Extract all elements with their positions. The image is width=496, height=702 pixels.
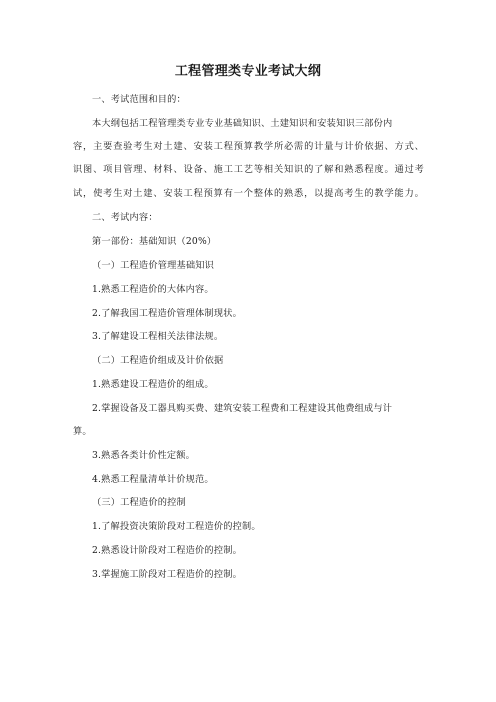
list-item: 1.熟悉工程造价的大体内容。 <box>92 284 214 295</box>
list-item: 2.掌握设备及工器具购买费、建筑安装工程费和工程建设其他费组成与计 <box>92 403 393 414</box>
list-item: 4.熟悉工程量清单计价规范。 <box>92 474 214 485</box>
paragraph-line: 容，主要查验考生对土建、安装工程预算教学所必需的计量与计价依据、方式、 <box>73 141 424 152</box>
part-heading: 第一部份：基础知识（20%） <box>92 236 217 247</box>
list-item: 2.熟悉设计阶段对工程造价的控制。 <box>92 545 242 556</box>
list-item: 2.了解我国工程造价管理体制现状。 <box>92 308 242 319</box>
list-item: 3.掌握施工阶段对工程造价的控制。 <box>92 569 242 580</box>
subsection-heading: （三）工程造价的控制 <box>92 497 186 508</box>
list-item: 3.了解建设工程相关法律法规。 <box>92 331 224 342</box>
list-item: 1.熟悉建设工程造价的组成。 <box>92 379 214 390</box>
subsection-heading: （一）工程造价管理基础知识 <box>92 260 215 271</box>
page-title: 工程管理类专业考试大纲 <box>174 64 322 79</box>
section-heading-content: 二、考试内容： <box>92 212 158 223</box>
list-item: 3.熟悉各类计价性定额。 <box>92 450 196 461</box>
subsection-heading: （二）工程造价组成及计价依据 <box>92 355 224 366</box>
list-item: 1.了解投资决策阶段对工程造价的控制。 <box>92 521 261 532</box>
paragraph-line: 试，使考生对土建、安装工程预算有一个整体的熟悉，以提高考生的教学能力。 <box>73 188 424 199</box>
list-item-continuation: 算。 <box>73 426 92 437</box>
paragraph-line: 识图、项目管理、材料、设备、施工工艺等相关知识的了解和熟悉程度。通过考 <box>73 164 424 175</box>
section-heading-scope: 一、考试范围和目的： <box>92 94 186 105</box>
paragraph-line: 本大纲包括工程管理类专业专业基础知识、土建知识和安装知识三部份内 <box>92 118 393 129</box>
